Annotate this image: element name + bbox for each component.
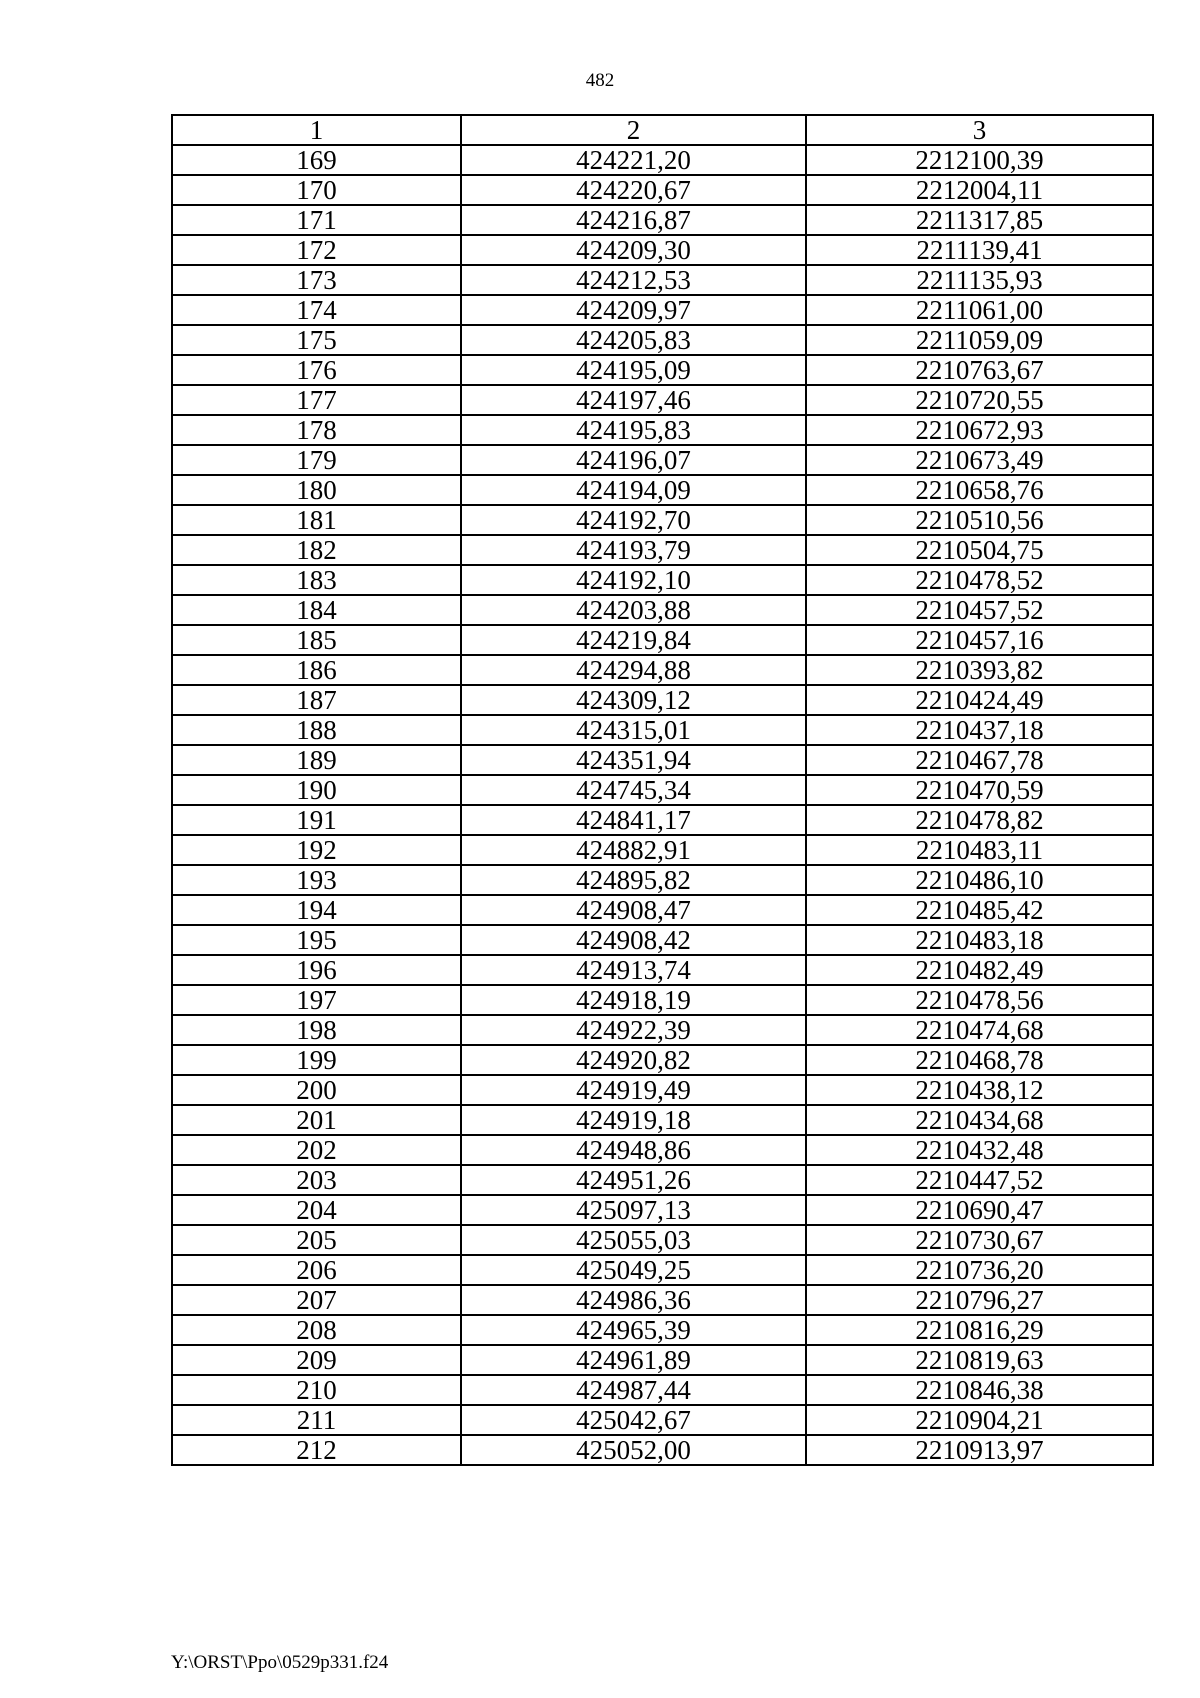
point-number-cell: 181 (172, 505, 461, 535)
coordinate-y-cell: 2210424,49 (806, 685, 1153, 715)
coordinate-x-cell: 424216,87 (461, 205, 806, 235)
coordinate-y-cell: 2210504,75 (806, 535, 1153, 565)
table-row (172, 985, 1153, 1015)
point-number-cell: 209 (172, 1345, 461, 1375)
point-number-cell: 178 (172, 415, 461, 445)
coordinate-x-cell: 424841,17 (461, 805, 806, 835)
coordinate-y-cell: 2210457,52 (806, 595, 1153, 625)
coordinates-table (171, 114, 1154, 1466)
table-row (172, 1045, 1153, 1075)
coordinate-y-cell: 2210796,27 (806, 1285, 1153, 1315)
coordinate-x-cell: 424219,84 (461, 625, 806, 655)
point-number-cell: 206 (172, 1255, 461, 1285)
point-number-cell: 198 (172, 1015, 461, 1045)
coordinate-x-cell: 424965,39 (461, 1315, 806, 1345)
point-number-cell: 174 (172, 295, 461, 325)
point-number-cell: 200 (172, 1075, 461, 1105)
coordinate-x-cell: 424194,09 (461, 475, 806, 505)
table-row (172, 325, 1153, 355)
coordinate-y-cell: 2210470,59 (806, 775, 1153, 805)
coordinate-y-cell: 2210483,11 (806, 835, 1153, 865)
table-row (172, 925, 1153, 955)
coordinate-y-cell: 2210658,76 (806, 475, 1153, 505)
table-row (172, 1135, 1153, 1165)
table-row (172, 265, 1153, 295)
coordinate-y-cell: 2210467,78 (806, 745, 1153, 775)
coordinate-y-cell: 2210846,38 (806, 1375, 1153, 1405)
coordinate-y-cell: 2210478,52 (806, 565, 1153, 595)
coordinate-x-cell: 424220,67 (461, 175, 806, 205)
point-number-cell: 179 (172, 445, 461, 475)
coordinate-y-cell: 2210486,10 (806, 865, 1153, 895)
coordinate-x-cell: 424920,82 (461, 1045, 806, 1075)
table-row (172, 1405, 1153, 1435)
point-number-cell: 196 (172, 955, 461, 985)
coordinate-x-cell: 424309,12 (461, 685, 806, 715)
point-number-cell: 182 (172, 535, 461, 565)
table-row (172, 625, 1153, 655)
coordinate-y-cell: 2210393,82 (806, 655, 1153, 685)
coordinate-y-cell: 2211139,41 (806, 235, 1153, 265)
coordinate-x-cell: 424919,49 (461, 1075, 806, 1105)
table-row (172, 1165, 1153, 1195)
coordinate-x-cell: 424294,88 (461, 655, 806, 685)
coordinate-y-cell: 2210763,67 (806, 355, 1153, 385)
coordinate-y-cell: 2210447,52 (806, 1165, 1153, 1195)
point-number-cell: 201 (172, 1105, 461, 1135)
point-number-cell: 211 (172, 1405, 461, 1435)
coordinate-x-cell: 424196,07 (461, 445, 806, 475)
coordinate-x-cell: 424209,30 (461, 235, 806, 265)
point-number-cell: 208 (172, 1315, 461, 1345)
table-row (172, 805, 1153, 835)
coordinate-y-cell: 2210673,49 (806, 445, 1153, 475)
table-row (172, 1015, 1153, 1045)
point-number-cell: 171 (172, 205, 461, 235)
coordinate-x-cell: 424961,89 (461, 1345, 806, 1375)
column-header-3: 3 (806, 115, 1153, 145)
point-number-cell: 172 (172, 235, 461, 265)
table-row (172, 715, 1153, 745)
coordinate-y-cell: 2210434,68 (806, 1105, 1153, 1135)
point-number-cell: 204 (172, 1195, 461, 1225)
table-row (172, 175, 1153, 205)
coordinate-y-cell: 2210720,55 (806, 385, 1153, 415)
coordinate-y-cell: 2210457,16 (806, 625, 1153, 655)
table-row (172, 895, 1153, 925)
table-row (172, 1315, 1153, 1345)
coordinate-y-cell: 2210904,21 (806, 1405, 1153, 1435)
coordinate-x-cell: 424951,26 (461, 1165, 806, 1195)
table-row (172, 355, 1153, 385)
coordinate-y-cell: 2210478,56 (806, 985, 1153, 1015)
point-number-cell: 212 (172, 1435, 461, 1465)
point-number-cell: 183 (172, 565, 461, 595)
coordinate-x-cell: 424918,19 (461, 985, 806, 1015)
point-number-cell: 184 (172, 595, 461, 625)
coordinate-y-cell: 2212004,11 (806, 175, 1153, 205)
point-number-cell: 195 (172, 925, 461, 955)
coordinate-y-cell: 2210482,49 (806, 955, 1153, 985)
point-number-cell: 194 (172, 895, 461, 925)
point-number-cell: 193 (172, 865, 461, 895)
point-number-cell: 191 (172, 805, 461, 835)
point-number-cell: 176 (172, 355, 461, 385)
footer-file-path: Y:\ORST\Ppo\0529p331.f24 (171, 1652, 389, 1673)
coordinate-x-cell: 424209,97 (461, 295, 806, 325)
coordinate-x-cell: 424192,10 (461, 565, 806, 595)
table-row (172, 475, 1153, 505)
point-number-cell: 173 (172, 265, 461, 295)
point-number-cell: 185 (172, 625, 461, 655)
coordinate-y-cell: 2210474,68 (806, 1015, 1153, 1045)
table-row (172, 745, 1153, 775)
point-number-cell: 203 (172, 1165, 461, 1195)
coordinate-x-cell: 425049,25 (461, 1255, 806, 1285)
table-row (172, 295, 1153, 325)
point-number-cell: 205 (172, 1225, 461, 1255)
coordinate-y-cell: 2210478,82 (806, 805, 1153, 835)
coordinate-y-cell: 2210819,63 (806, 1345, 1153, 1375)
point-number-cell: 170 (172, 175, 461, 205)
point-number-cell: 197 (172, 985, 461, 1015)
table-row (172, 565, 1153, 595)
coordinate-x-cell: 424195,09 (461, 355, 806, 385)
coordinate-x-cell: 424221,20 (461, 145, 806, 175)
point-number-cell: 207 (172, 1285, 461, 1315)
table-row (172, 685, 1153, 715)
point-number-cell: 186 (172, 655, 461, 685)
table-row (172, 1195, 1153, 1225)
table-row (172, 655, 1153, 685)
coordinate-y-cell: 2210736,20 (806, 1255, 1153, 1285)
coordinate-x-cell: 424197,46 (461, 385, 806, 415)
table-row (172, 1285, 1153, 1315)
column-header-2: 2 (461, 115, 806, 145)
coordinate-x-cell: 424895,82 (461, 865, 806, 895)
table-row (172, 1075, 1153, 1105)
coordinate-y-cell: 2212100,39 (806, 145, 1153, 175)
point-number-cell: 169 (172, 145, 461, 175)
table-row (172, 775, 1153, 805)
coordinate-x-cell: 424203,88 (461, 595, 806, 625)
table-row (172, 1255, 1153, 1285)
point-number-cell: 175 (172, 325, 461, 355)
coordinate-x-cell: 424745,34 (461, 775, 806, 805)
point-number-cell: 188 (172, 715, 461, 745)
coordinate-y-cell: 2210816,29 (806, 1315, 1153, 1345)
coordinate-x-cell: 424908,47 (461, 895, 806, 925)
table-row (172, 505, 1153, 535)
coordinate-y-cell: 2211059,09 (806, 325, 1153, 355)
table-row (172, 385, 1153, 415)
coordinate-y-cell: 2210468,78 (806, 1045, 1153, 1075)
coordinate-y-cell: 2210437,18 (806, 715, 1153, 745)
coordinate-x-cell: 424919,18 (461, 1105, 806, 1135)
coordinate-y-cell: 2210510,56 (806, 505, 1153, 535)
coordinate-y-cell: 2210485,42 (806, 895, 1153, 925)
coordinate-x-cell: 424193,79 (461, 535, 806, 565)
coordinates-table-body (172, 115, 1153, 1465)
coordinate-x-cell: 424908,42 (461, 925, 806, 955)
coordinate-y-cell: 2210438,12 (806, 1075, 1153, 1105)
coordinate-y-cell: 2210432,48 (806, 1135, 1153, 1165)
table-row (172, 955, 1153, 985)
table-row (172, 205, 1153, 235)
coordinate-y-cell: 2211061,00 (806, 295, 1153, 325)
coordinate-x-cell: 424212,53 (461, 265, 806, 295)
coordinate-y-cell: 2210483,18 (806, 925, 1153, 955)
coordinate-y-cell: 2210672,93 (806, 415, 1153, 445)
table-row (172, 145, 1153, 175)
table-row (172, 1375, 1153, 1405)
column-header-1: 1 (172, 115, 461, 145)
coordinate-x-cell: 424948,86 (461, 1135, 806, 1165)
coordinate-x-cell: 424315,01 (461, 715, 806, 745)
page-number: 482 (585, 70, 615, 91)
point-number-cell: 189 (172, 745, 461, 775)
coordinate-x-cell: 424913,74 (461, 955, 806, 985)
coordinate-x-cell: 424882,91 (461, 835, 806, 865)
point-number-cell: 187 (172, 685, 461, 715)
table-row (172, 835, 1153, 865)
coordinate-x-cell: 424987,44 (461, 1375, 806, 1405)
table-row (172, 865, 1153, 895)
coordinate-x-cell: 425097,13 (461, 1195, 806, 1225)
table-row (172, 235, 1153, 265)
point-number-cell: 192 (172, 835, 461, 865)
coordinate-x-cell: 425042,67 (461, 1405, 806, 1435)
coordinate-y-cell: 2210690,47 (806, 1195, 1153, 1225)
coordinate-y-cell: 2211135,93 (806, 265, 1153, 295)
table-row (172, 1105, 1153, 1135)
coordinate-x-cell: 424205,83 (461, 325, 806, 355)
coordinate-x-cell: 424195,83 (461, 415, 806, 445)
coordinate-y-cell: 2210730,67 (806, 1225, 1153, 1255)
table-row (172, 535, 1153, 565)
table-row (172, 1345, 1153, 1375)
table-row (172, 1435, 1153, 1465)
coordinate-x-cell: 425055,03 (461, 1225, 806, 1255)
table-row (172, 1225, 1153, 1255)
table-row (172, 445, 1153, 475)
table-row (172, 415, 1153, 445)
point-number-cell: 190 (172, 775, 461, 805)
coordinate-x-cell: 424922,39 (461, 1015, 806, 1045)
point-number-cell: 202 (172, 1135, 461, 1165)
coordinate-x-cell: 424192,70 (461, 505, 806, 535)
coordinate-y-cell: 2211317,85 (806, 205, 1153, 235)
table-row (172, 595, 1153, 625)
coordinate-x-cell: 424986,36 (461, 1285, 806, 1315)
point-number-cell: 177 (172, 385, 461, 415)
point-number-cell: 210 (172, 1375, 461, 1405)
coordinate-y-cell: 2210913,97 (806, 1435, 1153, 1465)
point-number-cell: 199 (172, 1045, 461, 1075)
coordinate-x-cell: 425052,00 (461, 1435, 806, 1465)
point-number-cell: 180 (172, 475, 461, 505)
coordinate-x-cell: 424351,94 (461, 745, 806, 775)
table-header-row (172, 115, 1153, 145)
